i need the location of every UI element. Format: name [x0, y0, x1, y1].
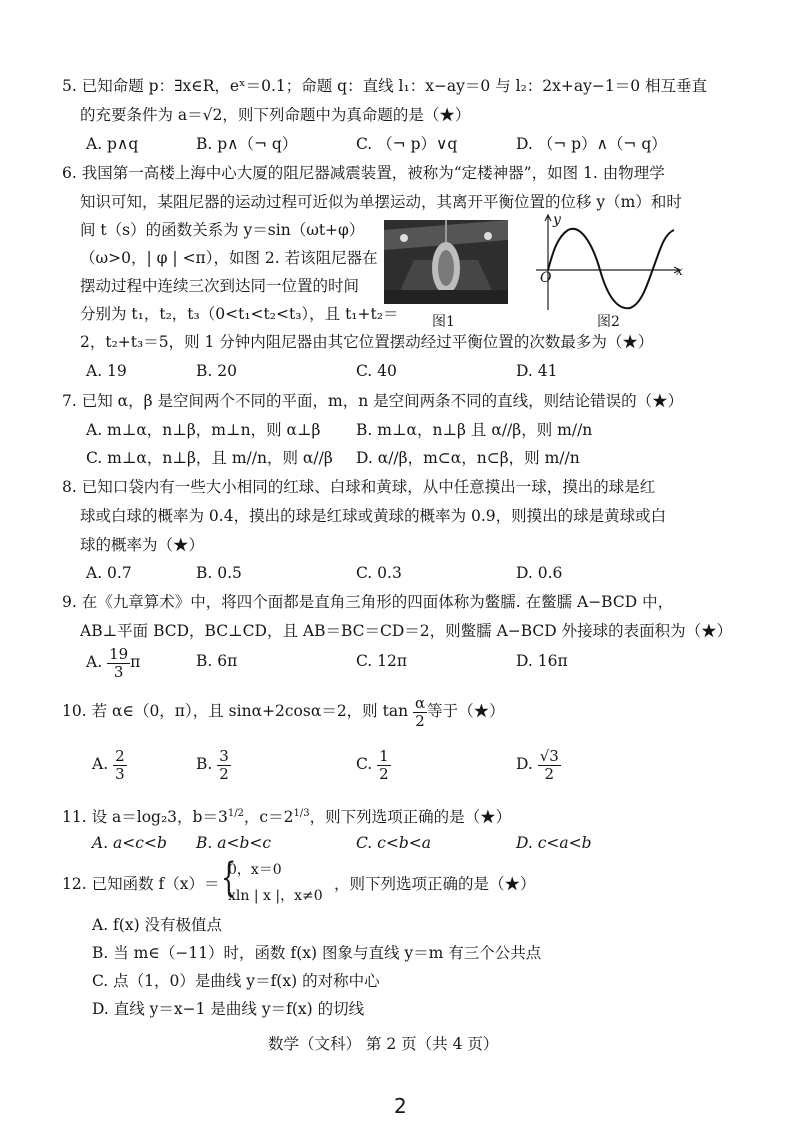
- fraction-numerator: √3: [539, 746, 559, 765]
- q6-stem-line3: 间 t（s）的函数关系为 y＝sin（ωt+φ）: [80, 221, 365, 239]
- option-fraction: [113, 748, 127, 783]
- fraction-numerator: α: [415, 693, 426, 712]
- fraction-denominator: 2: [544, 764, 555, 783]
- q6-stem-line2: 知识可知，某阻尼器的运动过程可近似为单摆运动，其离开平衡位置的位移 y（m）和时: [80, 193, 682, 211]
- q10-stem-suffix: 等于（★）: [427, 702, 505, 720]
- q7-option-d: D. α//β，m⊂α，n⊂β，则 m//n: [356, 449, 580, 467]
- q6-stem-line6: 分别为 t₁，t₂，t₃（0<t₁<t₂<t₃），且 t₁+t₂＝: [80, 305, 399, 323]
- q5-stem-line1: 5. 已知命题 p：∃x∈R，eˣ＝0.1；命题 q：直线 l₁：x−ay＝0 与 l₂：2x+ay−1＝0 相互垂直: [62, 77, 708, 95]
- option-fraction: [377, 748, 391, 783]
- q10-option-c: [356, 746, 391, 783]
- q8-option-c: C. 0.3: [356, 564, 402, 582]
- q7-option-b: B. m⊥α，n⊥β 且 α//β，则 m//n: [356, 421, 593, 439]
- q10-stem: [62, 693, 505, 730]
- q8-option-a: A. 0.7: [86, 564, 132, 582]
- figure2-caption: 图2: [597, 314, 620, 330]
- q11-option-a: A. a<c<b: [92, 834, 167, 852]
- q5-option-b: B. p∧（¬ q）: [196, 135, 298, 153]
- q11-option-c: C. c<b<a: [356, 834, 431, 852]
- q12-case2: xln | x |，x≠0: [228, 888, 323, 904]
- q11-stem: [62, 804, 511, 827]
- q11-option-b: B. a<b<c: [196, 834, 272, 852]
- q5-option-d: D. （¬ p）∧（¬ q）: [516, 135, 667, 153]
- q6-stem-line4: （ω>0，| φ | <π），如图 2. 若该阻尼器在: [80, 249, 378, 267]
- fraction-numerator: 2: [115, 746, 125, 765]
- option-label: D.: [516, 755, 533, 773]
- fraction-denominator: 2: [379, 764, 389, 783]
- q8-option-b: B. 0.5: [196, 564, 242, 582]
- q5-stem-line2: 的充要条件为 a＝√2，则下列命题中为真命题的是（★）: [80, 106, 471, 124]
- graph-x-label: x: [676, 264, 683, 278]
- fraction-denominator: 2: [415, 711, 425, 730]
- q10-option-a: [92, 746, 127, 783]
- q11-stem-part3: ，则下列选项正确的是（★）: [309, 808, 512, 827]
- q6-option-a: A. 19: [86, 362, 127, 380]
- q9-option-c: C. 12π: [356, 652, 408, 670]
- piecewise-brace: {: [221, 855, 237, 901]
- q11-exponent-c: 1/3: [293, 808, 310, 819]
- q9-stem-line1: 9. 在《九章算术》中，将四个面都是直角三角形的四面体称为鳖臑. 在鳖臑 A−BCD 中，: [62, 593, 674, 611]
- q6-option-d: D. 41: [516, 362, 558, 380]
- q11-exponent-b: 1/2: [227, 808, 244, 819]
- option-label: B.: [196, 755, 213, 773]
- q6-stem-line1: 6. 我国第一高楼上海中心大厦的阻尼器减震装置，被称为“定楼神器”，如图 1. 由物理学: [62, 164, 665, 182]
- q10-option-d: [516, 746, 561, 783]
- q9-option-a: [86, 644, 140, 681]
- q10-stem-fraction: [413, 695, 427, 730]
- q9-option-a-pi: π: [130, 653, 141, 671]
- fraction-numerator: 19: [109, 644, 129, 663]
- option-fraction: [538, 748, 561, 783]
- option-label: A.: [92, 755, 109, 773]
- q8-stem-line3: 球的概率为（★）: [80, 536, 205, 554]
- q7-option-c: C. m⊥α，n⊥β，且 m//n，则 α//β: [86, 449, 333, 467]
- fraction-denominator: 3: [113, 662, 124, 681]
- q11-stem-part1: 11. 设 a＝log₂3，b＝3: [62, 808, 228, 827]
- q12-stem-prefix: 12. 已知函数 f（x）＝: [62, 875, 220, 893]
- q9-stem-line2: AB⊥平面 BCD，BC⊥CD，且 AB＝BC＝CD＝2，则鳖臑 A−BCD 外接球的表面积为（★）: [80, 622, 733, 640]
- q8-stem-line2: 球或白球的概率为 0.4，摸出的球是红球或黄球的概率为 0.9，则摸出的球是黄球或白: [80, 507, 667, 525]
- q10-option-b: [196, 746, 231, 783]
- q7-option-a: A. m⊥α，n⊥β，m⊥n，则 α⊥β: [86, 421, 321, 439]
- figure1-caption: 图1: [432, 314, 455, 330]
- q6-option-b: B. 20: [196, 362, 237, 380]
- q9-option-a-fraction: [107, 646, 130, 681]
- fraction-numerator: 1: [379, 746, 389, 765]
- q5-option-c: C. （¬ p）∨q: [356, 135, 458, 153]
- q9-option-a-label: A.: [86, 653, 103, 671]
- damper-photo: [384, 220, 508, 304]
- q12-option-b: B. 当 m∈（−11）时，函数 f(x) 图象与直线 y＝m 有三个公共点: [92, 944, 542, 962]
- fraction-denominator: 2: [219, 764, 229, 783]
- q12-stem-suffix: ，则下列选项正确的是（★）: [334, 875, 536, 893]
- q12-option-c: C. 点（1，0）是曲线 y＝f(x) 的对称中心: [92, 972, 380, 990]
- page-number: 2: [394, 1094, 407, 1118]
- q6-stem-line5: 摆动过程中连续三次到达同一位置的时间: [80, 277, 360, 295]
- option-fraction: [217, 748, 231, 783]
- page-footer: 数学（文科） 第 2 页（共 4 页）: [268, 1035, 499, 1053]
- q11-option-d: D. c<a<b: [516, 834, 592, 852]
- fraction-denominator: 3: [115, 764, 125, 783]
- q8-stem-line1: 8. 已知口袋内有一些大小相同的红球、白球和黄球，从中任意摸出一球，摸出的球是红: [62, 478, 656, 496]
- q5-option-a: A. p∧q: [86, 135, 139, 153]
- q6-stem-line7: 2，t₂+t₃＝5，则 1 分钟内阻尼器由其它位置摆动经过平衡位置的次数最多为（★）: [80, 333, 654, 351]
- graph-origin-label: O: [540, 270, 552, 286]
- q7-stem: 7. 已知 α，β 是空间两个不同的平面，m，n 是空间两条不同的直线，则结论错误的（★）: [62, 392, 684, 410]
- q6-option-c: C. 40: [356, 362, 397, 380]
- graph-y-label: y: [553, 212, 561, 228]
- q8-option-d: D. 0.6: [516, 564, 563, 582]
- q11-stem-part2: ，c＝2: [243, 808, 294, 827]
- fraction-numerator: 3: [219, 746, 229, 765]
- q12-case1: 0，x＝0: [228, 862, 282, 878]
- q9-option-d: D. 16π: [516, 652, 568, 670]
- q9-option-b: B. 6π: [196, 652, 238, 670]
- q10-stem-prefix: 10. 若 α∈（0，π），且 sinα+2cosα＝2，则 tan: [62, 702, 409, 720]
- q12-option-a: A. f(x) 没有极值点: [92, 916, 223, 934]
- option-label: C.: [356, 755, 373, 773]
- q12-option-d: D. 直线 y＝x−1 是曲线 y＝f(x) 的切线: [92, 1000, 365, 1018]
